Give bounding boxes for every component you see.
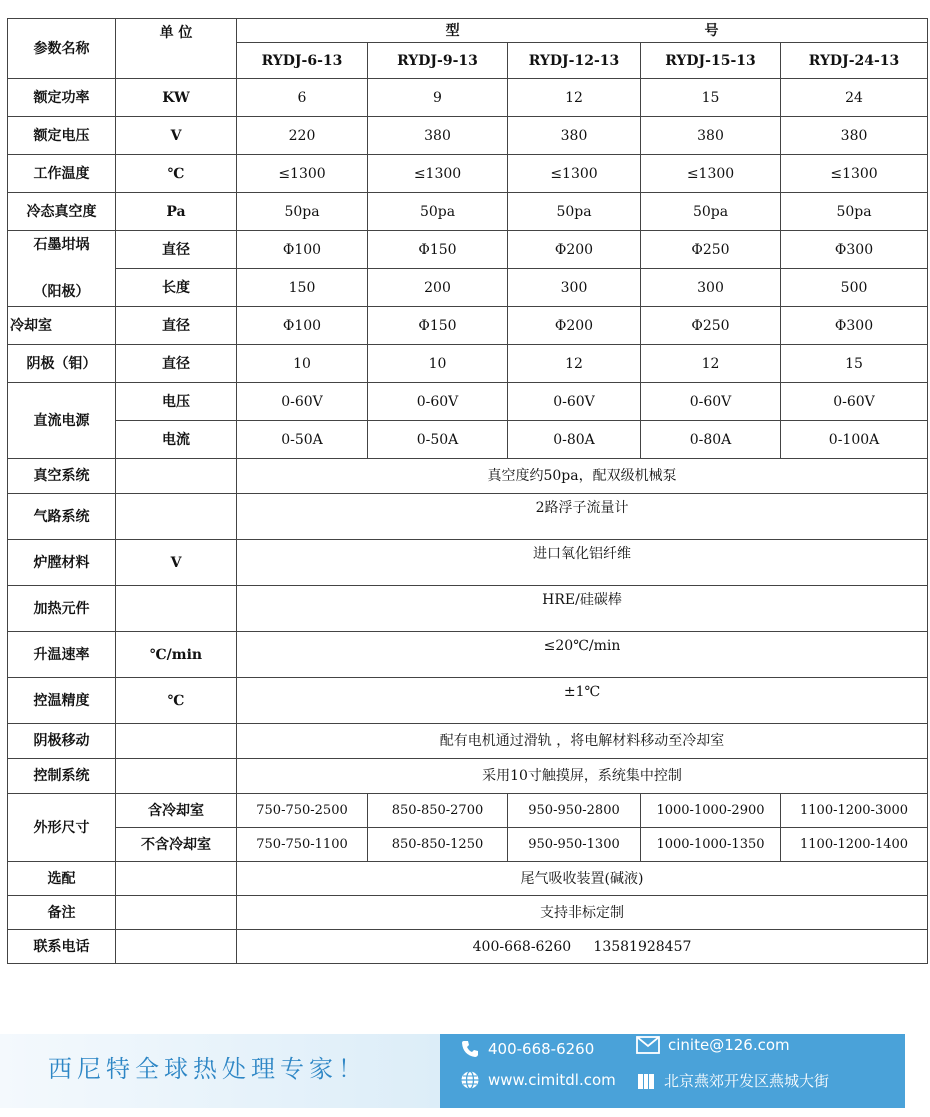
cell: 10 [368, 345, 508, 383]
row-label: 联系电话 [8, 930, 116, 964]
row-label: 石墨坩埚 [8, 231, 116, 269]
cell: 0-60V [781, 383, 928, 421]
row-sublabel: 长度 [116, 269, 237, 307]
row-label: 备注 [8, 896, 116, 930]
cell: 850-850-2700 [368, 794, 508, 828]
param-header: 参数名称 [8, 19, 116, 79]
cell: 6 [237, 79, 368, 117]
globe-icon [460, 1070, 480, 1090]
row-label: 外形尺寸 [8, 794, 116, 862]
cell: 380 [641, 117, 781, 155]
footer-slogan-panel [0, 1034, 440, 1108]
model-name: RYDJ-15-13 [641, 43, 781, 79]
cell: 0-100A [781, 421, 928, 459]
slogan: 西尼特全球热处理专家！ [48, 1055, 367, 1083]
cell: 10 [237, 345, 368, 383]
spec-table [7, 18, 928, 964]
row-unit [116, 759, 237, 794]
row-label: 真空系统 [8, 459, 116, 494]
mail-icon [636, 1036, 660, 1054]
model-name: RYDJ-12-13 [508, 43, 641, 79]
cell: 0-60V [641, 383, 781, 421]
cell: ≤1300 [641, 155, 781, 193]
row-label: （阳极） [8, 269, 116, 307]
footer-banner [0, 1034, 930, 1108]
row-unit [116, 586, 237, 632]
cell: 380 [368, 117, 508, 155]
merged-cell: 配有电机通过滑轨 ，将电解材料移动至冷却室 [237, 724, 928, 759]
row-sublabel: 电压 [116, 383, 237, 421]
website-text: www.cimitdl.com [488, 1071, 616, 1089]
merged-cell: 尾气吸收装置(碱液) [237, 862, 928, 896]
footer-website [460, 1070, 616, 1090]
cell: 50pa [781, 193, 928, 231]
footer-email [636, 1036, 790, 1054]
row-label: 阴极（钼） [8, 345, 116, 383]
row-label: 炉膛材料 [8, 540, 116, 586]
cell: 200 [368, 269, 508, 307]
row-unit: ℃/min [116, 632, 237, 678]
model-header-right: 号 [704, 22, 719, 39]
model-name: RYDJ-24-13 [781, 43, 928, 79]
row-label: 冷却室 [8, 307, 116, 345]
merged-cell: ≤20℃/min [237, 632, 928, 678]
cell: 0-50A [368, 421, 508, 459]
row-sublabel: 直径 [116, 345, 237, 383]
cell: 950-950-2800 [508, 794, 641, 828]
merged-cell: 进口氧化铝纤维 [237, 540, 928, 586]
row-sublabel: 不含冷却室 [116, 828, 237, 862]
row-unit: V [116, 540, 237, 586]
row-sublabel: 含冷却室 [116, 794, 237, 828]
row-label: 加热元件 [8, 586, 116, 632]
cell: 12 [641, 345, 781, 383]
row-label: 控温精度 [8, 678, 116, 724]
cell: 750-750-2500 [237, 794, 368, 828]
model-name: RYDJ-6-13 [237, 43, 368, 79]
cell: 12 [508, 345, 641, 383]
cell: 300 [641, 269, 781, 307]
merged-cell: 支持非标定制 [237, 896, 928, 930]
row-unit [116, 930, 237, 964]
merged-cell: 真空度约50pa，配双级机械泵 [237, 459, 928, 494]
cell: Φ100 [237, 307, 368, 345]
cell: Φ200 [508, 307, 641, 345]
row-label: 选配 [8, 862, 116, 896]
cell: Φ300 [781, 307, 928, 345]
row-label: 额定功率 [8, 79, 116, 117]
cell: 50pa [641, 193, 781, 231]
row-unit: ℃ [116, 155, 237, 193]
cell: 50pa [508, 193, 641, 231]
phone-text: 400-668-6260 [488, 1040, 595, 1058]
row-unit [116, 896, 237, 930]
cell: Φ200 [508, 231, 641, 269]
unit-header: 单 位 [116, 19, 237, 79]
row-label: 额定电压 [8, 117, 116, 155]
cell: Φ150 [368, 307, 508, 345]
model-name: RYDJ-9-13 [368, 43, 508, 79]
row-unit [116, 862, 237, 896]
cell: ≤1300 [508, 155, 641, 193]
cell: 500 [781, 269, 928, 307]
cell: 0-50A [237, 421, 368, 459]
row-label: 阴极移动 [8, 724, 116, 759]
cell: 50pa [237, 193, 368, 231]
cell: 9 [368, 79, 508, 117]
footer-contact-panel [440, 1034, 905, 1108]
email-text: cinite@126.com [668, 1036, 790, 1054]
row-unit [116, 494, 237, 540]
row-unit: V [116, 117, 237, 155]
footer-edge [905, 1034, 930, 1108]
cell: 1100-1200-3000 [781, 794, 928, 828]
cell: Φ100 [237, 231, 368, 269]
cell: 380 [508, 117, 641, 155]
merged-cell: 400-668-6260 13581928457 [237, 930, 928, 964]
cell: 0-60V [508, 383, 641, 421]
cell: ≤1300 [368, 155, 508, 193]
row-unit [116, 459, 237, 494]
cell: 850-850-1250 [368, 828, 508, 862]
merged-cell: 采用10寸触摸屏，系统集中控制 [237, 759, 928, 794]
cell: 300 [508, 269, 641, 307]
merged-cell: HRE/硅碳棒 [237, 586, 928, 632]
cell: 50pa [368, 193, 508, 231]
cell: 24 [781, 79, 928, 117]
row-sublabel: 直径 [116, 231, 237, 269]
cell: 950-950-1300 [508, 828, 641, 862]
row-label: 冷态真空度 [8, 193, 116, 231]
cell: 750-750-1100 [237, 828, 368, 862]
cell: 0-80A [641, 421, 781, 459]
row-unit: KW [116, 79, 237, 117]
cell: 220 [237, 117, 368, 155]
cell: 1000-1000-2900 [641, 794, 781, 828]
merged-cell: 2路浮子流量计 [237, 494, 928, 540]
row-label: 升温速率 [8, 632, 116, 678]
row-label: 控制系统 [8, 759, 116, 794]
cell: 150 [237, 269, 368, 307]
cell: Φ150 [368, 231, 508, 269]
row-sublabel: 直径 [116, 307, 237, 345]
cell: 15 [781, 345, 928, 383]
cell: 12 [508, 79, 641, 117]
cell: ≤1300 [781, 155, 928, 193]
merged-cell: ±1℃ [237, 678, 928, 724]
model-header-left: 型 [445, 22, 460, 39]
footer-phone [460, 1039, 594, 1059]
cell: 0-60V [237, 383, 368, 421]
cell: Φ250 [641, 231, 781, 269]
row-unit: Pa [116, 193, 237, 231]
cell: 0-80A [508, 421, 641, 459]
cell: 0-60V [368, 383, 508, 421]
row-unit [116, 724, 237, 759]
row-label: 气路系统 [8, 494, 116, 540]
cell: Φ300 [781, 231, 928, 269]
row-sublabel: 电流 [116, 421, 237, 459]
cell: 1000-1000-1350 [641, 828, 781, 862]
cell: ≤1300 [237, 155, 368, 193]
cell: 380 [781, 117, 928, 155]
row-label: 直流电源 [8, 383, 116, 459]
cell: Φ250 [641, 307, 781, 345]
address-text: 北京燕郊开发区燕城大街 [664, 1072, 830, 1090]
row-unit: ℃ [116, 678, 237, 724]
model-header [237, 19, 928, 43]
building-icon [636, 1071, 656, 1091]
phone-icon [460, 1039, 480, 1059]
footer-address [636, 1070, 829, 1091]
cell: 15 [641, 79, 781, 117]
row-label: 工作温度 [8, 155, 116, 193]
cell: 1100-1200-1400 [781, 828, 928, 862]
